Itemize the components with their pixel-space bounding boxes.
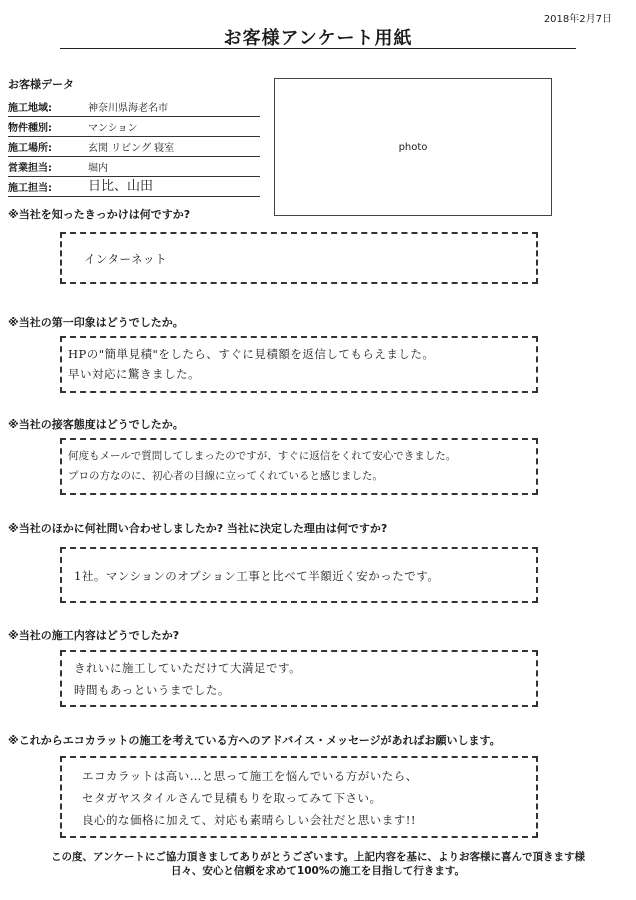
info-label: 施工場所: bbox=[8, 143, 52, 154]
customer-data-table bbox=[8, 97, 260, 197]
footer-line-2: 日々、安心と信頼を求めて100%の施工を目指して行きます。 bbox=[170, 865, 466, 877]
answer-line: セタガヤスタイルさんで見積もりを取ってみて下さい。 bbox=[82, 791, 382, 805]
question-1: ※当社を知ったきっかけは何ですか? bbox=[8, 208, 191, 221]
answer-line: 1社。マンションのオプション工事と比べて半額近く安かったです。 bbox=[74, 569, 440, 583]
question-4: ※当社のほかに何社問い合わせしましたか? 当社に決定した理由は何ですか? bbox=[8, 522, 388, 535]
info-value: 玄関 リビング 寝室 bbox=[88, 143, 175, 154]
answer-box-5 bbox=[60, 650, 538, 707]
answer-box-4 bbox=[60, 547, 538, 603]
answer-line: 何度もメールで質問してしまったのですが、すぐに返信をくれて安心できました。 bbox=[68, 450, 457, 462]
info-label: 営業担当: bbox=[8, 163, 52, 174]
info-row-property-type bbox=[8, 117, 260, 137]
photo-box bbox=[274, 78, 552, 216]
info-value-handwritten: 日比、山田 bbox=[88, 179, 154, 194]
answer-line: インターネット bbox=[84, 252, 167, 266]
answer-line: 時間もあっというまでした。 bbox=[74, 683, 230, 697]
info-value: 神奈川県海老名市 bbox=[88, 103, 168, 114]
title-divider bbox=[60, 48, 576, 49]
answer-box-3 bbox=[60, 438, 538, 495]
answer-line: HPの"簡単見積"をしたら、すぐに見積額を返信してもらえました。 bbox=[68, 347, 435, 361]
customer-data-heading: お客様データ bbox=[8, 78, 74, 91]
footer-line-1: この度、アンケートにご協力頂きましてありがとうございます。上記内容を基に、よりお客様に喜んで頂きます様 bbox=[50, 851, 586, 863]
info-value: マンション bbox=[88, 123, 138, 134]
answer-line: エコカラットは高い…と思って施工を悩んでいる方がいたら、 bbox=[82, 769, 418, 783]
answer-line: 早い対応に驚きました。 bbox=[68, 367, 200, 381]
question-3: ※当社の接客態度はどうでしたか。 bbox=[8, 418, 184, 431]
info-row-sales-rep bbox=[8, 157, 260, 177]
info-row-area bbox=[8, 97, 260, 117]
answer-box-6 bbox=[60, 756, 538, 838]
answer-line: きれいに施工していただけて大満足です。 bbox=[74, 661, 302, 675]
answer-line: 良心的な価格に加えて、対応も素晴らしい会社だと思います!! bbox=[82, 813, 417, 827]
photo-label: photo bbox=[398, 141, 428, 153]
answer-box-1 bbox=[60, 232, 538, 284]
question-5: ※当社の施工内容はどうでしたか? bbox=[8, 629, 180, 642]
info-row-location bbox=[8, 137, 260, 157]
survey-date: 2018年2月7日 bbox=[543, 14, 612, 25]
answer-box-2 bbox=[60, 336, 538, 393]
info-value: 堀内 bbox=[88, 163, 108, 174]
answer-line: プロの方なのに、初心者の目線に立ってくれていると感じました。 bbox=[68, 470, 383, 482]
question-2: ※当社の第一印象はどうでしたか。 bbox=[8, 316, 184, 329]
question-6: ※これからエコカラットの施工を考えている方へのアドバイス・メッセージがあればお願いします。 bbox=[8, 734, 501, 747]
info-label: 物件種別: bbox=[8, 123, 52, 134]
info-row-installer bbox=[8, 177, 260, 197]
info-label: 施工担当: bbox=[8, 183, 52, 194]
page-title: お客様アンケート用紙 bbox=[223, 28, 413, 49]
info-label: 施工地域: bbox=[8, 103, 52, 114]
